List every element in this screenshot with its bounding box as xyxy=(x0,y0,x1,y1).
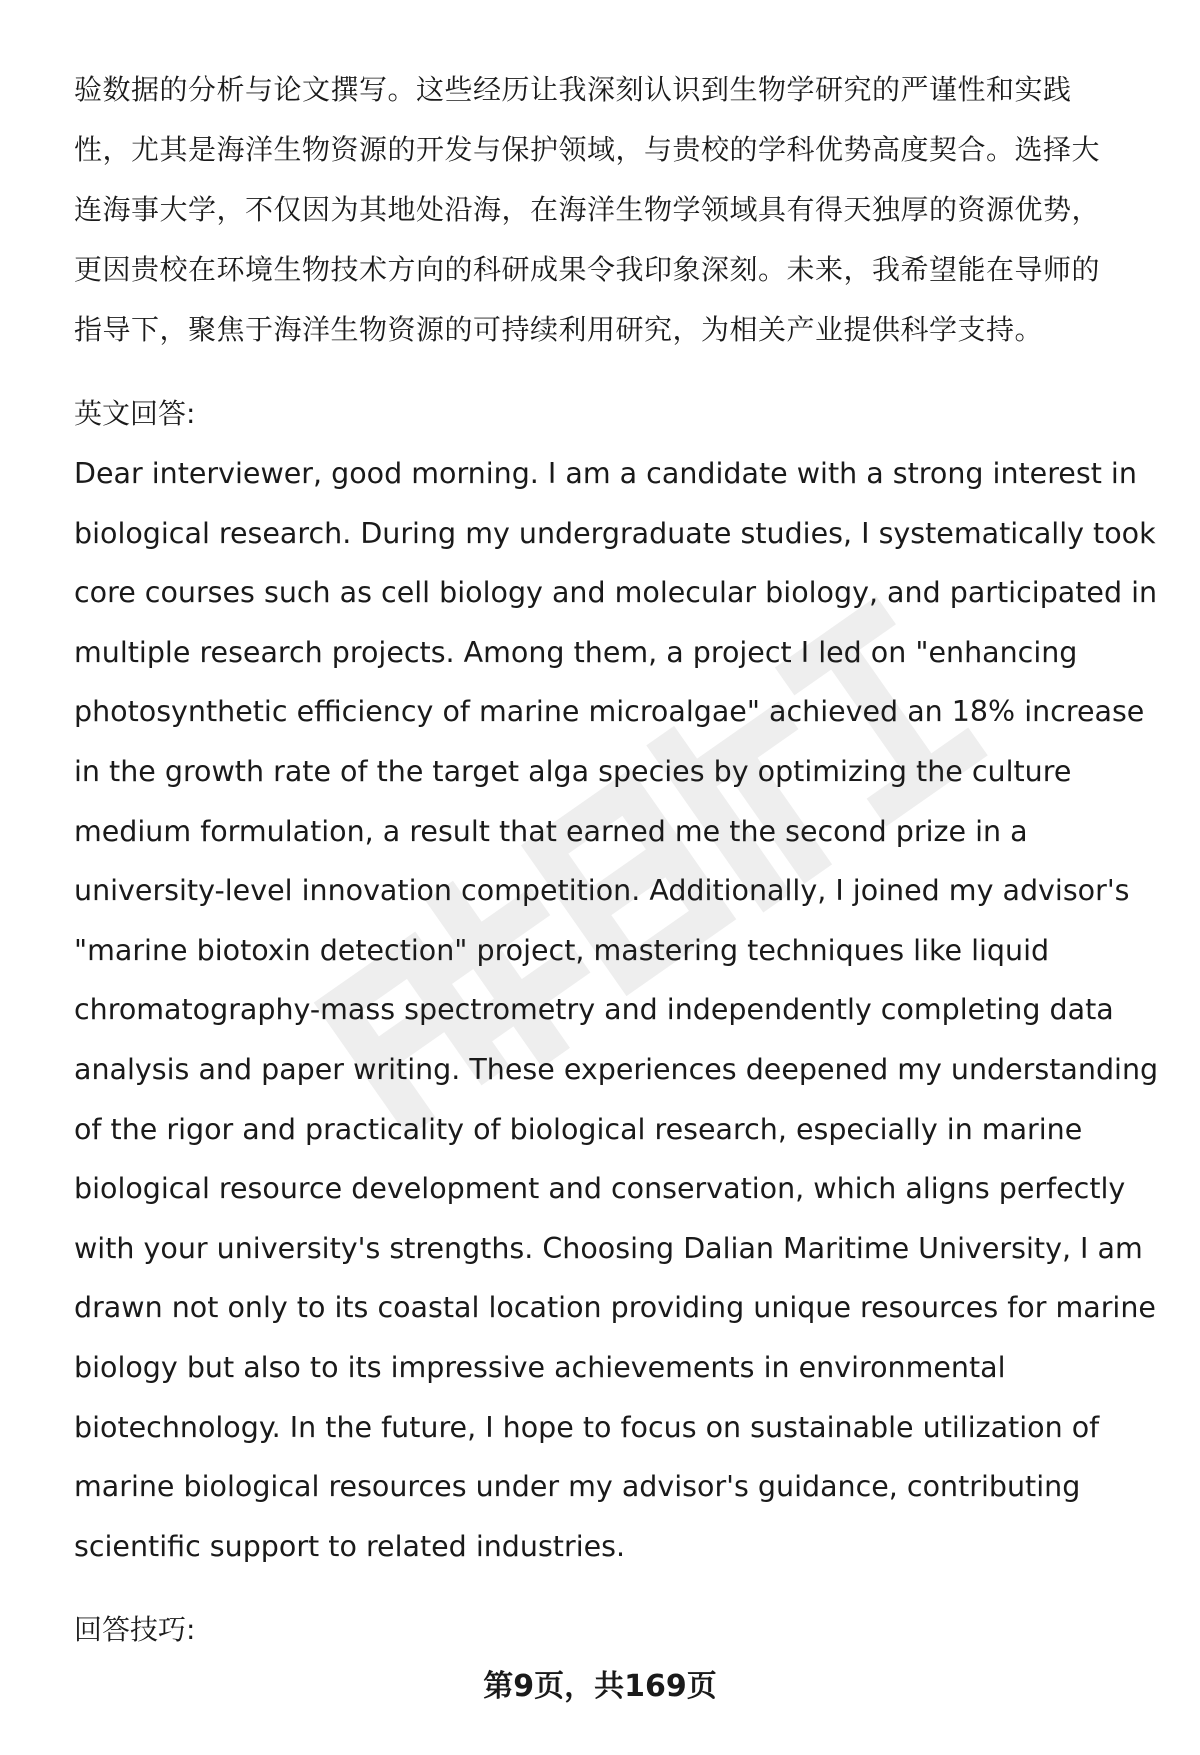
text-line: university-level innovation competition. Additionally, I joined my advisor's xyxy=(74,874,1130,908)
english-answer-heading: 英文回答: xyxy=(74,397,196,430)
text-line: multiple research projects. Among them, a project I led on "enhancing xyxy=(74,635,1078,669)
text-line: "marine biotoxin detection" project, mastering techniques like liquid xyxy=(74,933,1050,967)
text-line: 连海事大学，不仅因为其地处沿海，在海洋生物学领域具有得天独厚的资源优势， xyxy=(74,193,1101,226)
english-answer-paragraph xyxy=(74,444,1164,1576)
answer-tips-heading: 回答技巧: xyxy=(74,1613,196,1647)
text-line: drawn not only to its coastal location providing unique resources for marine xyxy=(74,1291,1156,1325)
text-line: marine biological resources under my advisor's guidance, contributing xyxy=(74,1470,1081,1504)
text-line: scientific support to related industries. xyxy=(74,1529,626,1563)
text-line: biology but also to its impressive achievements in environmental xyxy=(74,1350,1006,1384)
text-line: 验数据的分析与论文撰写。这些经历让我深刻认识到生物学研究的严谨性和实践 xyxy=(74,73,1072,106)
text-line: core courses such as cell biology and molecular biology, and participated in xyxy=(74,576,1158,610)
text-line: of the rigor and practicality of biological research, especially in marine xyxy=(74,1112,1083,1146)
text-line: in the growth rate of the target alga species by optimizing the culture xyxy=(74,754,1072,788)
text-line: biological resource development and conservation, which aligns perfectly xyxy=(74,1172,1126,1206)
text-line: 性，尤其是海洋生物资源的开发与保护领域，与贵校的学科优势高度契合。选择大 xyxy=(74,133,1101,166)
text-line: 更因贵校在环境生物技术方向的科研成果令我印象深刻。未来，我希望能在导师的 xyxy=(74,253,1101,286)
text-line: chromatography-mass spectrometry and independently completing data xyxy=(74,993,1114,1027)
text-line: with your university's strengths. Choosing Dalian Maritime University, I am xyxy=(74,1231,1143,1265)
document-body xyxy=(74,60,1164,1660)
text-line: biological research. During my undergraduate studies, I systematically took xyxy=(74,516,1156,550)
text-line: analysis and paper writing. These experiences deepened my understanding xyxy=(74,1052,1159,1086)
page-number-footer: 第9页，共169页 xyxy=(483,1669,717,1704)
text-line: 指导下，聚焦于海洋生物资源的可持续利用研究，为相关产业提供科学支持。 xyxy=(74,313,1044,346)
text-line: photosynthetic efficiency of marine microalgae" achieved an 18% increase xyxy=(74,695,1145,729)
text-line: Dear interviewer, good morning. I am a candidate with a strong interest in xyxy=(74,457,1137,490)
text-line: medium formulation, a result that earned me the second prize in a xyxy=(74,814,1028,848)
chinese-answer-paragraph xyxy=(74,60,1164,360)
text-line: biotechnology. In the future, I hope to focus on sustainable utilization of xyxy=(74,1410,1100,1444)
